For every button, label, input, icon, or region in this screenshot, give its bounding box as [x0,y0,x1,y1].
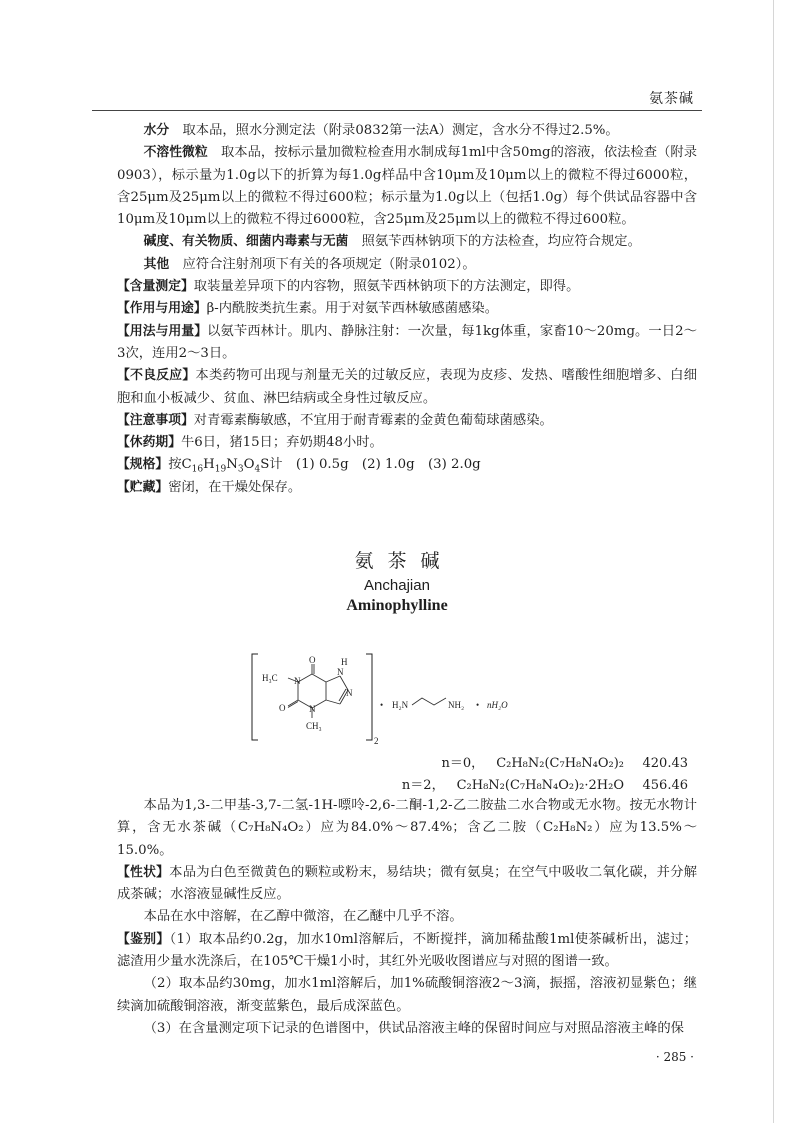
section-label: 【鉴别】 [117,931,170,947]
section-definition [117,795,697,862]
section-text: （3）在含量测定项下记录的色谱图中，供试品溶液主峰的保留时间应与对照品溶液主峰的保 [143,1020,684,1036]
section-alkalinity [117,231,697,253]
structural-formula [250,652,560,744]
nitrogen-7-label: N [337,667,344,677]
page-number: · 285 · [655,1050,694,1064]
methyl-bottom-label: CH₃ [306,721,322,731]
subscript: 4 [254,465,261,476]
section-label: 【注意事项】 [117,412,194,428]
molecular-formulas [402,753,688,797]
section-label: 水分 [143,123,170,138]
section-identification-2 [117,973,697,1018]
subscript: 19 [214,465,227,476]
section-solubility [117,906,697,928]
section-label: 【贮藏】 [117,479,169,495]
nitrogen-3-label: N [309,704,316,714]
section-text: 对青霉素酶敏感，不宜用于耐青霉素的金黄色葡萄球菌感染。 [193,412,553,428]
bullet-2: • [476,700,480,710]
monograph-title [92,546,702,615]
section-label: 不溶性微粒 [143,145,208,161]
bottom-sections [117,795,697,1040]
section-text: 本品在水中溶解，在乙醇中微溶，在乙醚中几乎不溶。 [143,909,463,925]
nitrogen-1-label: N [294,676,301,686]
bullet-1: • [380,700,384,710]
bracket-right [366,654,372,740]
header-rule [92,110,702,111]
formula-condition: n＝2， [401,778,445,793]
section-text: 牛6日，猪15日；弃奶期48小时。 [180,435,383,451]
section-moisture [117,120,697,142]
section-text: 照氨苄西林钠项下的方法检查，均应符合规定。 [348,234,641,250]
nh-hydrogen-label: H [341,657,348,667]
section-text: 本品为1,3-二甲基-3,7-二氢-1H-嘌呤-2,6-二酮-1,2-乙二胺盐二水合物或无水物。按无水物计算，含无水茶碱（C₇H₈N₄O₂）应为84.0%～87.4%；含乙二胺（C₂H₈N₂）应为13.5%～15.0%。 [117,798,697,858]
section-text: 取装量差异项下的内容物，照氨苄西林钠项下的方法测定，即得。 [193,279,580,295]
section-identification-3 [117,1018,697,1040]
section-text: 本类药物可出现与剂量无关的过敏反应，表现为皮疹、发热、嗜酸性细胞增多、白细胞和血小板减少、贫血、淋巴结病或全身性过敏反应。 [117,368,698,406]
section-label: 【休药期】 [117,435,181,451]
diamine-left-label: H₂N [392,700,409,710]
formula-text: C₂H₈N₂(C₇H₈N₄O₂)₂ [496,756,624,771]
molecular-weight: 420.43 [642,756,688,771]
section-precautions [117,410,697,432]
oxygen-left-label: O [279,703,286,713]
section-text: （2）取本品约30mg，加水1ml溶解后，加1%硫酸铜溶液2～3滴，振摇，溶液初显紫色；继续滴加硫酸铜溶液，渐变蓝紫色，最后成深蓝色。 [117,976,697,1014]
section-label: 其他 [143,256,170,272]
section-text: 本品为白色至微黄色的颗粒或粉末，易结块；微有氨臭；在空气中吸收二氧化碳，并分解成茶碱；水溶液显碱性反应。 [117,864,698,903]
molecular-weight: 456.46 [642,778,688,793]
section-label: 【不良反应】 [117,368,196,384]
formula-row [402,753,688,775]
top-sections [117,120,697,499]
section-adverse [117,365,697,410]
section-dosage [117,321,697,366]
subscript: 16 [191,465,204,476]
section-identification [117,929,697,974]
section-indications [117,298,697,320]
section-spec [117,454,697,476]
spec-prefix: 按C [168,457,192,473]
stoichiometry-subscript: 2 [374,736,379,744]
section-text: β-内酰胺类抗生素。用于对氨苄西林敏感菌感染。 [206,301,498,317]
water-label: nH₂O [487,700,508,710]
running-header-title: 氨茶碱 [649,91,694,107]
section-text: （1）取本品约0.2g，加水10ml溶解后，不断搅拌，滴加稀盐酸1ml使茶碱析出，滤过；滤渣用少量水洗涤后，在105℃干燥1小时，其红外光吸收图谱应与对照的图谱一致。 [117,931,697,970]
page-edge-line [773,0,774,1123]
element-symbol: H [203,457,215,473]
section-withdrawal [117,432,697,454]
section-text: 应符合注射剂项下有关的各项规定（附录0102）。 [169,256,476,272]
bracket-left [252,654,258,740]
formula-row [402,775,688,797]
section-text: 取本品，按标示量加微粒检查用水制成每1ml中含50mg的溶液，依法检查（附录0903），标示量为1.0g以下的折算为每1.0g样品中含10μm及10μm以上的微粒不得过6000粒，含25μm及25μm以上的微粒不得过600粒；标示量为1.0g以上（包括1.0g）每个供试品容器中含10μm及10μm以上的微粒不得过6000粒，含25μm及25μm以上的微粒不得过600粒。 [117,145,697,228]
section-storage [117,477,697,499]
element-symbol: N [226,457,238,473]
section-label: 【用法与用量】 [117,323,208,339]
section-text: 密闭，在干燥处保存。 [168,479,302,495]
section-label: 【作用与用途】 [117,301,207,317]
title-english: Aminophylline [346,597,448,614]
section-particulates [117,142,697,231]
section-description [117,862,697,907]
formula-condition: n＝0， [441,756,485,771]
oxygen-top-label: O [309,655,316,665]
nitrogen-9-label: N [346,688,353,698]
section-label: 【规格】 [117,457,169,473]
section-text: 以氨苄西林计。肌内、静脉注射：一次量，每1kg体重，家畜10～20mg。一日2～3次，连用2～3日。 [117,323,698,361]
section-label: 【性状】 [117,864,170,880]
formula-text: C₂H₈N₂(C₇H₈N₄O₂)₂·2H₂O [456,778,624,793]
diamine-right-label: NH₂ [448,700,465,710]
section-text: 取本品，照水分测定法（附录0832第一法A）测定，含水分不得过2.5%。 [169,123,619,138]
section-label: 【含量测定】 [117,279,194,295]
element-symbol: O [243,457,255,473]
ethylenediamine-chain [412,698,446,705]
section-other [117,254,697,276]
subscript: 3 [237,465,244,476]
title-chinese: 氨茶碱 [354,550,454,572]
spec-suffix: S计 (1) 0.5g (2) 1.0g (3) 2.0g [260,457,481,473]
title-pinyin: Anchajian [364,577,430,594]
methyl-top-label: H₃C [262,673,278,683]
section-label: 碱度、有关物质、细菌内毒素与无菌 [143,234,349,250]
section-assay [117,276,697,298]
